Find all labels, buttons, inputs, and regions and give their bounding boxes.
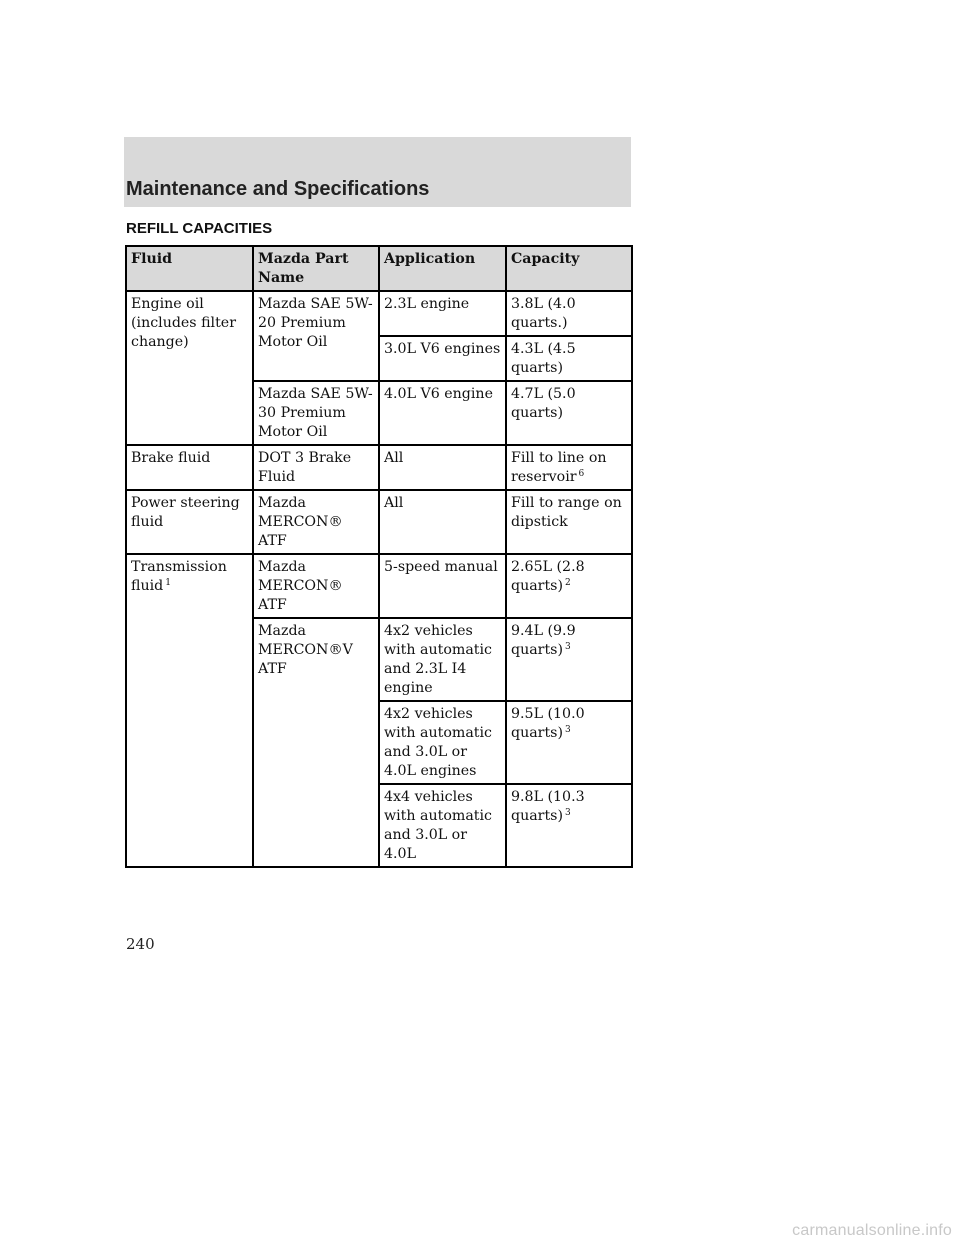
application-cell: 5-speed manual [379, 554, 506, 618]
application-cell: All [379, 445, 506, 490]
capacity-cell [506, 554, 632, 618]
capacity-cell [506, 445, 632, 490]
fluid-engine-oil: Engine oil (includes filter change) [126, 291, 253, 445]
capacity-cell [506, 618, 632, 701]
application-cell: 4x4 vehicles with automatic and 3.0L or 4.0L [379, 784, 506, 867]
fluid-transmission [126, 554, 253, 867]
footnote-marker: 3 [564, 725, 571, 735]
header-capacity: Capacity [506, 246, 632, 291]
refill-capacities-table [125, 245, 633, 868]
fluid-brake: Brake fluid [126, 445, 253, 490]
application-cell: 3.0L V6 engines [379, 336, 506, 381]
application-cell: 4x2 vehicles with automatic and 3.0L or 4.0L engines [379, 701, 506, 784]
capacity-cell [506, 784, 632, 867]
table-row [126, 554, 632, 618]
header-fluid: Fluid [126, 246, 253, 291]
capacity-text: 2.65L (2.8 quarts) [511, 559, 585, 594]
capacity-text: Fill to line on reservoir [511, 450, 607, 485]
table-row [126, 291, 632, 336]
table-row [126, 490, 632, 554]
page-number: 240 [126, 935, 155, 953]
fluid-text: Transmission fluid [131, 559, 227, 594]
part-power-steering: Mazda MERCON® ATF [253, 490, 379, 554]
application-cell: 2.3L engine [379, 291, 506, 336]
table-header-row [126, 246, 632, 291]
part-engine-oil-5w30: Mazda SAE 5W-30 Premium Motor Oil [253, 381, 379, 445]
watermark: carmanualsonline.info [792, 1222, 952, 1239]
capacity-cell: 3.8L (4.0 quarts.) [506, 291, 632, 336]
part-transmission-atf: Mazda MERCON® ATF [253, 554, 379, 618]
footnote-marker: 3 [564, 808, 571, 818]
header-part-name: Mazda Part Name [253, 246, 379, 291]
footnote-marker: 1 [165, 578, 171, 588]
application-cell: All [379, 490, 506, 554]
header-application: Application [379, 246, 506, 291]
capacity-text: 9.5L (10.0 quarts) [511, 706, 585, 741]
part-engine-oil-5w20: Mazda SAE 5W-20 Premium Motor Oil [253, 291, 379, 381]
capacity-text: 9.8L (10.3 quarts) [511, 789, 585, 824]
application-cell: 4x2 vehicles with automatic and 2.3L I4 engine [379, 618, 506, 701]
application-cell: 4.0L V6 engine [379, 381, 506, 445]
fluid-power-steering: Power steering fluid [126, 490, 253, 554]
footnote-marker: 6 [578, 469, 585, 479]
part-transmission-atf-v: Mazda MERCON®V ATF [253, 618, 379, 867]
capacity-cell: Fill to range on dipstick [506, 490, 632, 554]
capacity-cell: 4.3L (4.5 quarts) [506, 336, 632, 381]
section-title: REFILL CAPACITIES [126, 220, 273, 237]
capacity-cell: 4.7L (5.0 quarts) [506, 381, 632, 445]
capacity-cell [506, 701, 632, 784]
table-row [126, 445, 632, 490]
footnote-marker: 3 [564, 642, 571, 652]
capacity-text: 9.4L (9.9 quarts) [511, 623, 576, 658]
part-brake: DOT 3 Brake Fluid [253, 445, 379, 490]
page-title: Maintenance and Specifications [126, 178, 430, 200]
footnote-marker: 2 [564, 578, 571, 588]
